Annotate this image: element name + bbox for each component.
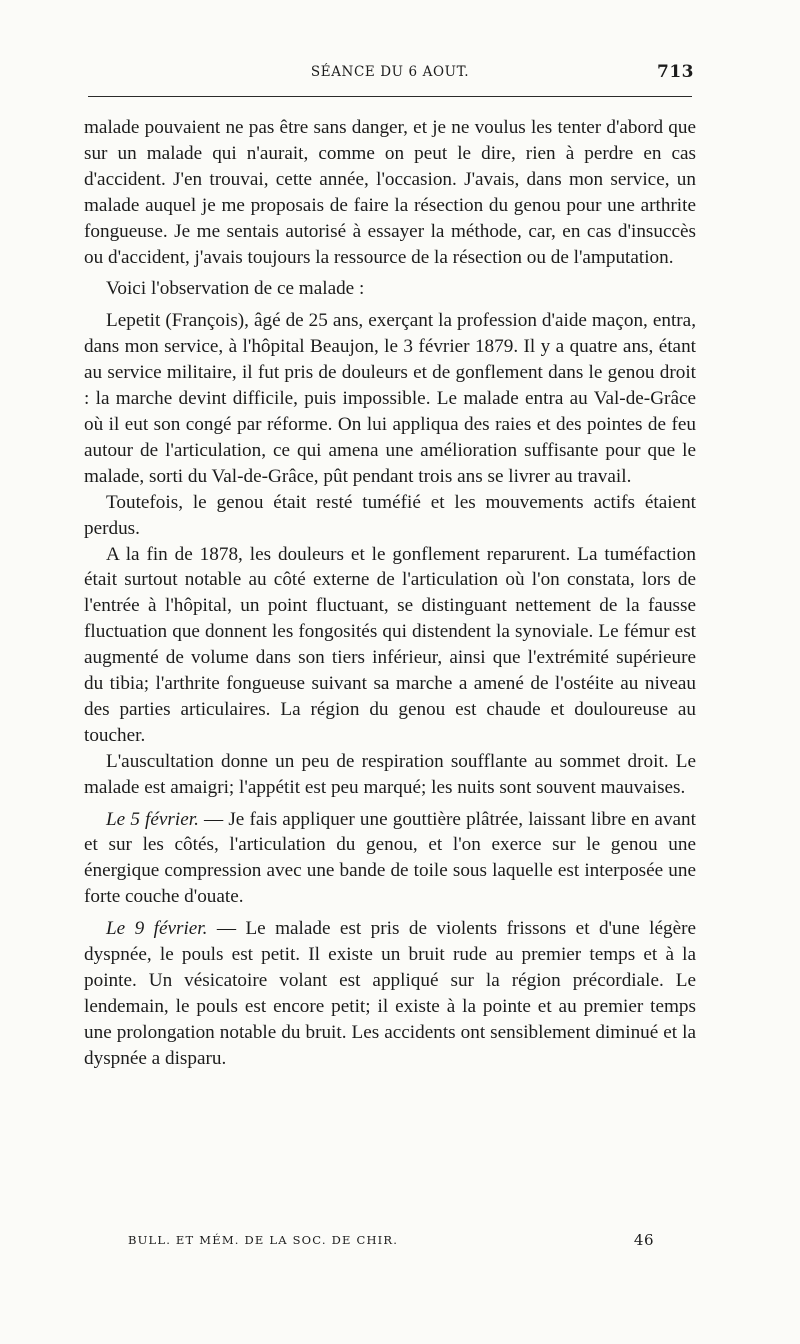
- page-number: 713: [657, 62, 694, 82]
- paragraph-7: [84, 807, 696, 911]
- footer-source: BULL. ET MÉM. DE LA SOC. DE CHIR.: [128, 1233, 399, 1247]
- running-head: [84, 62, 696, 86]
- paragraph-6: L'auscultation donne un peu de respiration soufflante au sommet droit. Le malade est amaigri; l'appétit est peu marqué; les nuits sont souvent mauvaises.: [84, 750, 696, 798]
- date-9-fevrier: Le 9 février.: [106, 918, 208, 940]
- header-rule: [88, 96, 692, 97]
- footer: [128, 1233, 654, 1247]
- paragraph-5: A la fin de 1878, les douleurs et le gonflement reparurent. La tuméfaction était surtout notable au côté externe de l'articulation où l'on constata, lors de l'entrée à l'hôpital, un point fluctuant, se distinguant nettement de la fausse fluctuation que donnent les fongosités qui distendent la synoviale. Le fémur est augmenté de volume dans son tiers inférieur, ainsi que l'extrémité supérieure du tibia; l'arthrite fongueuse suivant sa marche a amené de l'ostéite au niveau des parties articulaires. La région du genou est chaude et douloureuse au toucher.: [84, 543, 696, 746]
- paragraph-4: Toutefois, le genou était resté tuméfié et les mouvements actifs étaient perdus.: [84, 491, 696, 539]
- paragraph-3: Lepetit (François), âgé de 25 ans, exerçant la profession d'aide maçon, entra, dans mon service, à l'hôpital Beaujon, le 3 février 1879. Il y a quatre ans, étant au service militaire, il fut pris de douleurs et de gonflement dans le genou droit : la marche devint difficile, puis impossible. Le malade entra au Val-de-Grâce où il eut son congé par réforme. On lui appliqua des raies et des pointes de feu autour de l'articulation, ce qui amena une amélioration suffisante pour que le malade, sorti du Val-de-Grâce, pût pendant trois ans se livrer au travail.: [84, 310, 696, 487]
- paragraph-2: Voici l'observation de ce malade :: [106, 278, 365, 300]
- paragraph-1: malade pouvaient ne pas être sans danger, et je ne voulus les tenter d'abord que sur un malade qui n'aurait, comme on peut le dire, rien à perdre en cas d'accident. J'en trouvai, cette année, l'occasion. J'avais, dans mon service, un malade auquel je me proposais de faire la résection du genou pour une arthrite fongueuse. Je me sentais autorisé à essayer la méthode, car, en cas d'insuccès ou d'accident, j'avais toujours la ressource de la résection ou de l'amputation.: [84, 117, 696, 268]
- paragraph-7-text: — Je fais appliquer une gouttière plâtrée, laissant libre en avant et sur les côtés, l'articulation du genou, et l'on exerce sur le genou une énergique compression avec une bande de toile sous laquelle est interposée une forte couche d'ouate.: [84, 808, 696, 908]
- body-text: [84, 115, 696, 1072]
- running-title: SÉANCE DU 6 AOUT.: [310, 64, 470, 80]
- date-5-fevrier: Le 5 février.: [106, 808, 199, 830]
- page: [84, 62, 696, 1072]
- paragraph-8-text: — Le malade est pris de violents frissons et d'une légère dyspnée, le pouls est petit. Il existe un bruit rude au premier temps et à la pointe. Un vésicatoire volant est appliqué sur la région précordiale. Le lendemain, le pouls est encore petit; il existe à la pointe et au premier temps une prolongation notable du bruit. Les accidents ont sensiblement diminué et la dyspnée a disparu.: [84, 918, 696, 1069]
- signature-number: 46: [633, 1231, 654, 1249]
- paragraph-8: [84, 916, 696, 1071]
